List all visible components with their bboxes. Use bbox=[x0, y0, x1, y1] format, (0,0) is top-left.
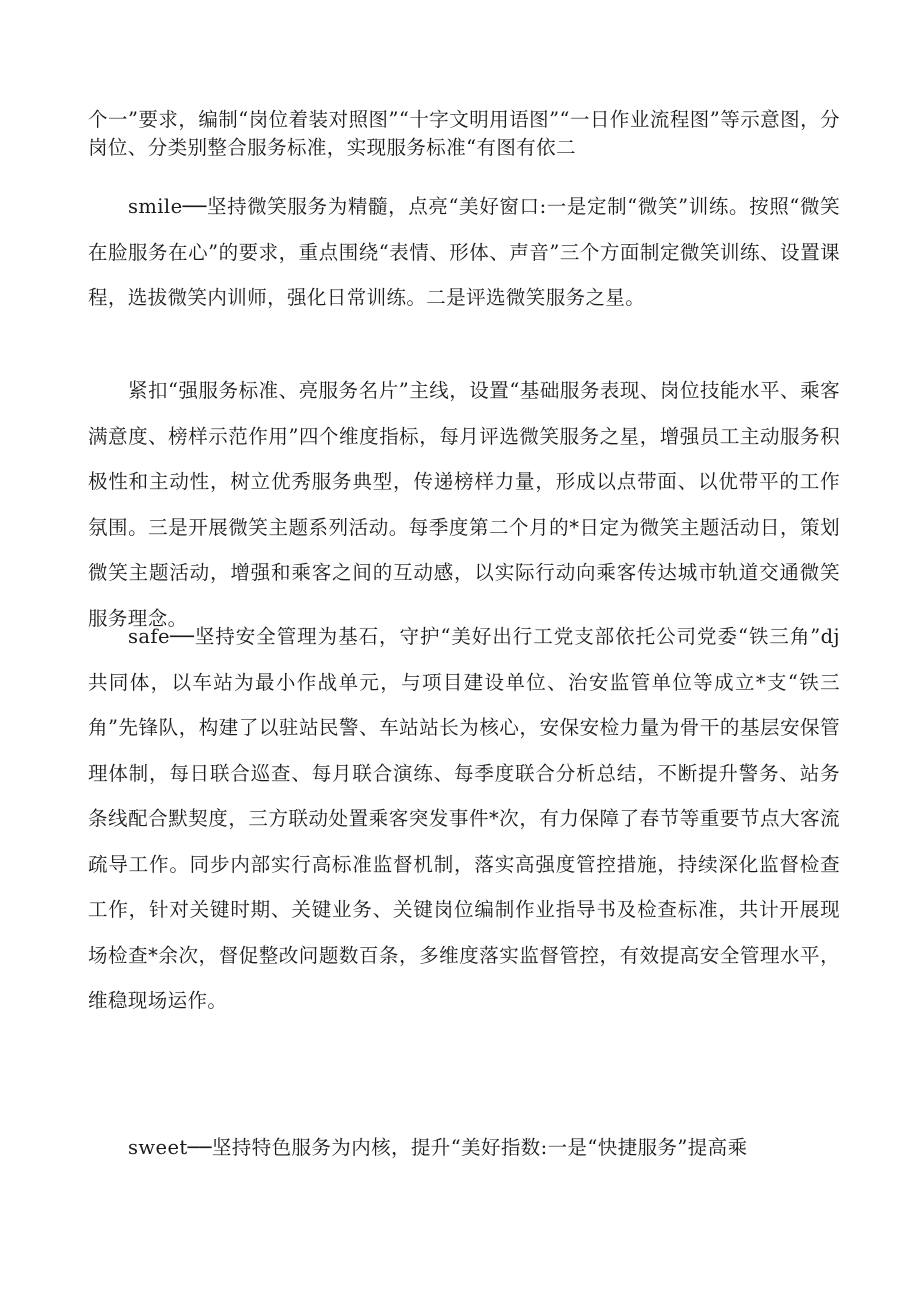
paragraph-continuation: 个一”要求，编制“岗位着装对照图”“十字文明用语图”“一日作业流程图”等示意图，分岗位、分类别整合服务标准，实现服务标准“有图有依二 bbox=[88, 108, 840, 159]
paragraph-sweet: sweet──坚持特色服务为内核，提升“美好指数:一是“快捷服务”提高乘 bbox=[128, 1136, 748, 1159]
paragraph-service-star: 紧扣“强服务标准、亮服务名片”主线，设置“基础服务表现、岗位技能水平、乘客满意度、榜样示范作用”四个维度指标，每月评选微笑服务之星，增强员工主动服务积极性和主动性，树立优秀服务典型，传递榜样力量，形成以点带面、以优带平的工作氛围。三是开展微笑主题系列活动。每季度第二个月的*日定为微笑主题活动日，策划微笑主题活动，增强和乘客之间的互动感，以实际行动向乘客传达城市轨道交通微笑服务理念。 bbox=[88, 379, 840, 630]
paragraph-safe: safe──坚持安全管理为基石，守护“美好出行工党支部依托公司党委“铁三角”dj共同体，以车站为最小作战单元，与项目建设单位、治安监管单位等成立*支“铁三角”先锋队，构建了以驻站民警、车站站长为核心，安保安检力量为骨干的基层安保管理体制，每日联合巡查、每月联合演练、每季度联合分析总结，不断提升警务、站务条线配合默契度，三方联动处置乘客突发事件*次，有力保障了春节等重要节点大客流疏导工作。同步内部实行高标准监督机制，落实高强度管控措施，持续深化监督检查工作，针对关键时期、关键业务、关键岗位编制作业指导书及检查标准，共计开展现场检查*余次，督促整改问题数百条，多维度落实监督管控，有效提高安全管理水平，维稳现场运作。 bbox=[88, 625, 840, 1012]
paragraph-smile: smile──坚持微笑服务为精髓，点亮“美好窗口:一是定制“微笑”训练。按照“微笑在脸服务在心”的要求，重点围绕“表情、形体、声音”三个方面制定微笑训练、设置课程，选拔微笑内训师，强化日常训练。二是评选微笑服务之星。 bbox=[88, 195, 840, 309]
